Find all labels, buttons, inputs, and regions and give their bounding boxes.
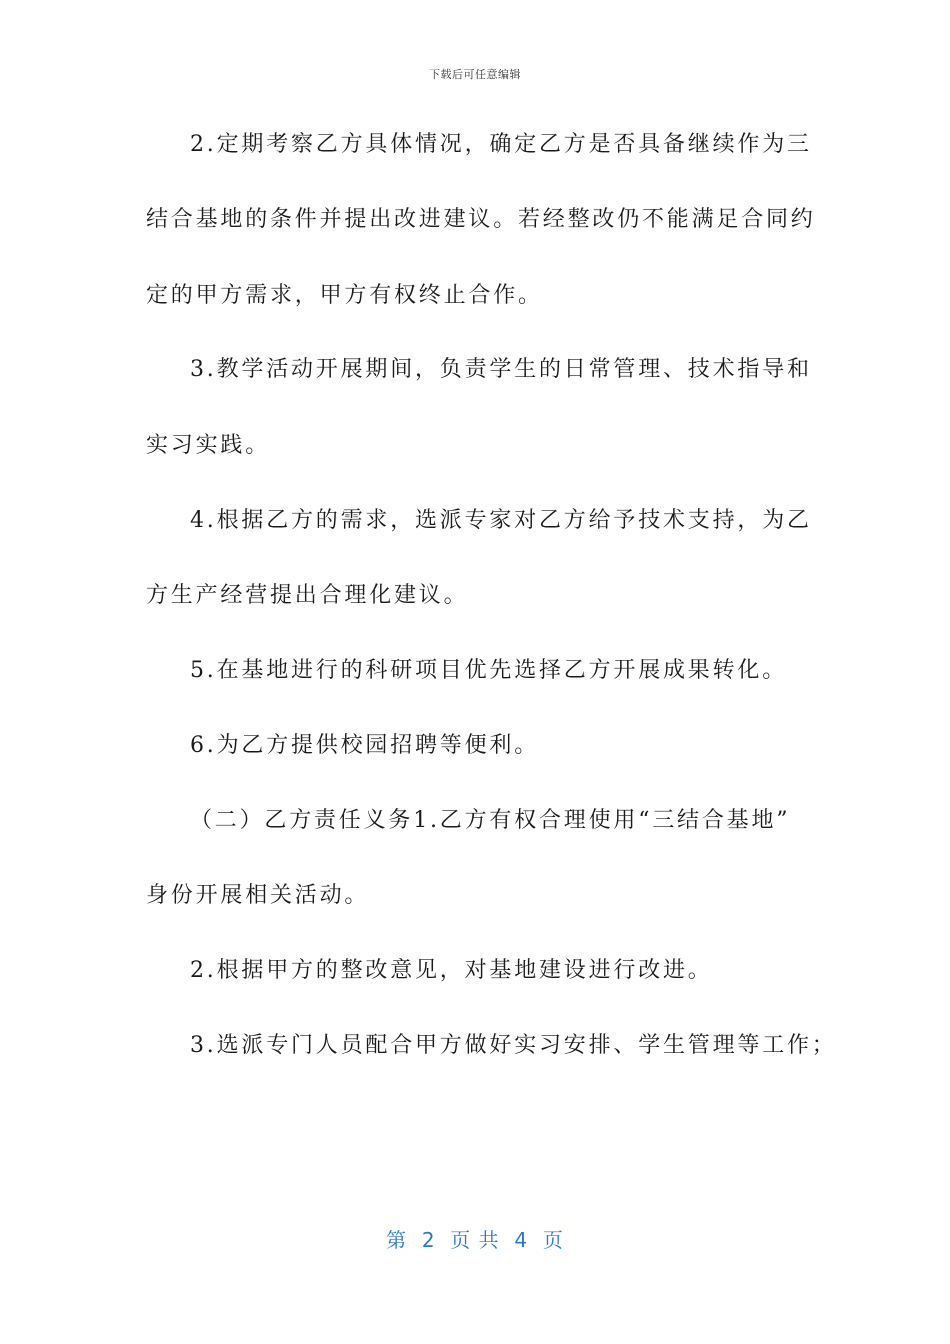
paragraph-line: 方生产经营提出合理化建议。: [146, 583, 469, 608]
header-note: 下载后可任意编辑: [429, 68, 521, 81]
paragraph-line: 5.在基地进行的科研项目优先选择乙方开展成果转化。: [190, 658, 787, 683]
paragraph-line: （二）乙方责任义务1.乙方有权合理使用“三结合基地”: [190, 808, 791, 833]
paragraph-line: 实习实践。: [146, 433, 271, 458]
paragraph-line: 2.定期考察乙方具体情况，确定乙方是否具备继续作为三: [190, 132, 812, 157]
page-number-footer: 第 2 页 共 4 页: [386, 1228, 564, 1252]
paragraph-line: 2.根据甲方的整改意见，对基地建设进行改进。: [190, 958, 713, 983]
paragraph-line: 3.选派专门人员配合甲方做好实习安排、学生管理等工作；: [190, 1033, 837, 1058]
paragraph-line: 4.根据乙方的需求，选派专家对乙方给予技术支持，为乙: [190, 508, 812, 533]
paragraph-line: 3.教学活动开展期间，负责学生的日常管理、技术指导和: [190, 357, 812, 382]
paragraph-line: 结合基地的条件并提出改进建议。若经整改仍不能满足合同约: [146, 207, 816, 232]
paragraph-line: 定的甲方需求，甲方有权终止合作。: [146, 283, 543, 308]
paragraph-line: 6.为乙方提供校园招聘等便利。: [190, 733, 539, 758]
paragraph-line: 身份开展相关活动。: [146, 883, 370, 908]
